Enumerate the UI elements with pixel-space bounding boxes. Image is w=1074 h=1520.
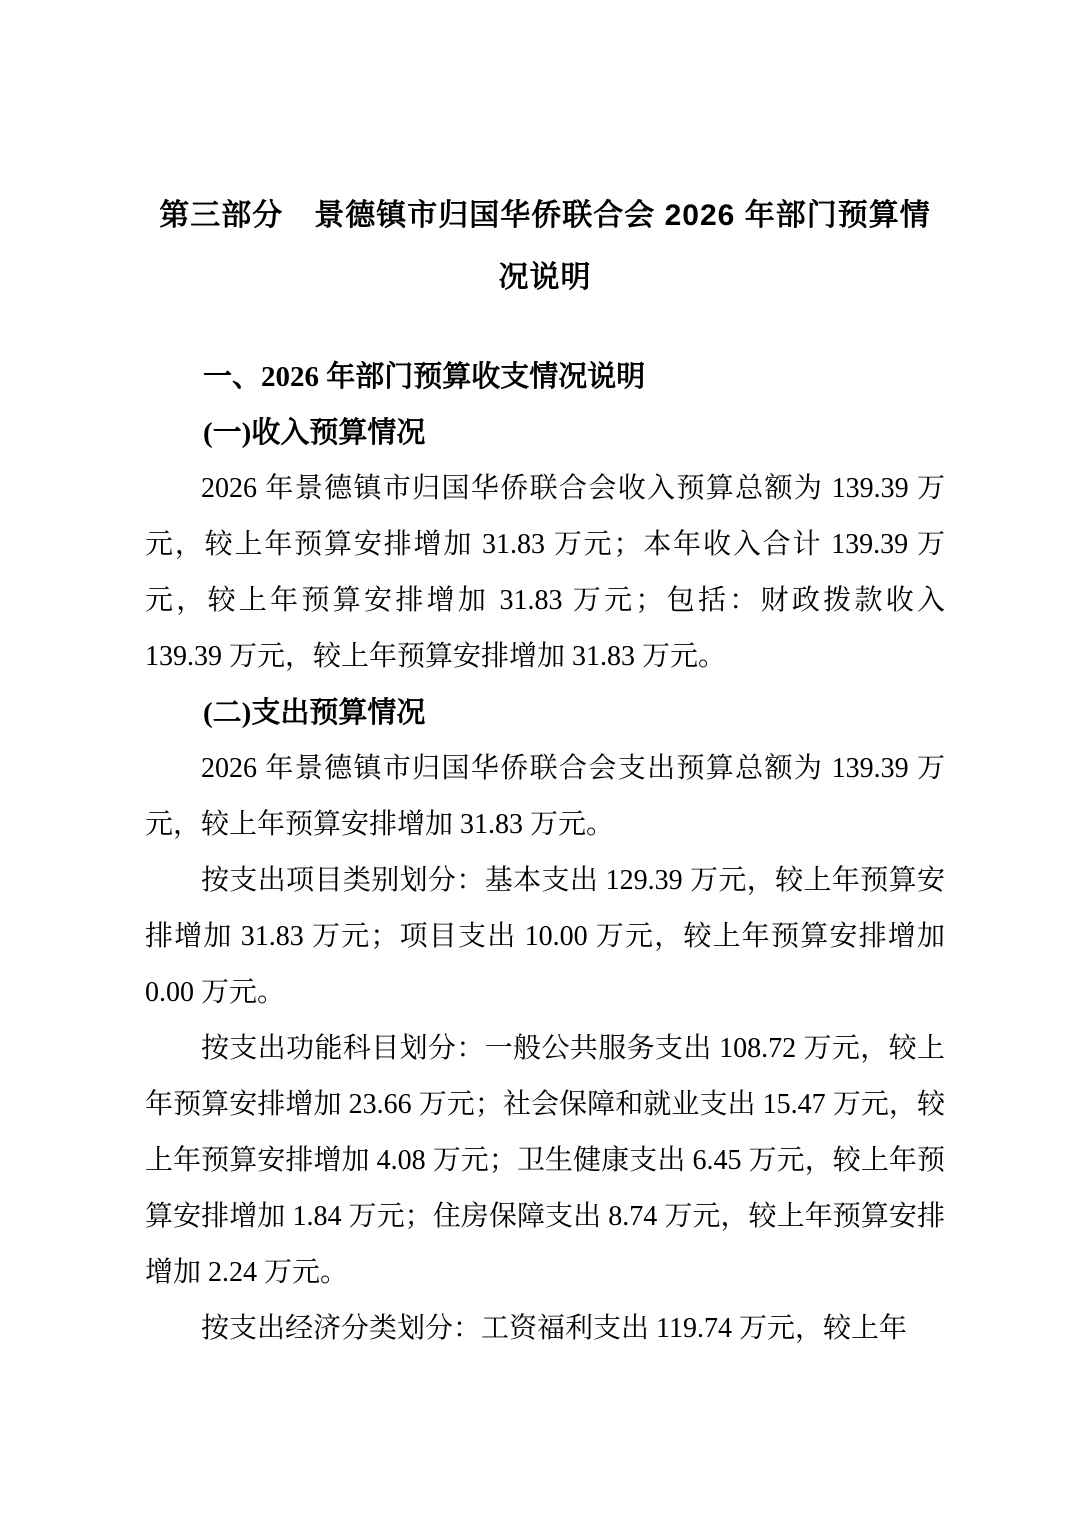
paragraph-income-summary: 2026 年景德镇市归国华侨联合会收入预算总额为 139.39 万元，较上年预算安排增加 31.83 万元；本年收入合计 139.39 万元，较上年预算安排增加 31.83 万元；包括：财政拨款收入 139.39 万元，较上年预算安排增加 31.83 万元。 [145, 473, 945, 672]
subsection-heading-income: (一)收入预算情况 [203, 417, 426, 449]
subsection-heading-expenditure: (二)支出预算情况 [203, 697, 426, 729]
paragraph-expenditure-by-project-type: 按支出项目类别划分：基本支出 129.39 万元，较上年预算安排增加 31.83 万元；项目支出 10.00 万元，较上年预算安排增加 0.00 万元。 [145, 865, 945, 1008]
document-title: 第三部分 景德镇市归国华侨联合会 2026 年部门预算情况说明 [159, 199, 931, 294]
paragraph-expenditure-by-economic-type: 按支出经济分类划分：工资福利支出 119.74 万元，较上年 [201, 1313, 907, 1344]
paragraph-expenditure-summary: 2026 年景德镇市归国华侨联合会支出预算总额为 139.39 万元，较上年预算安排增加 31.83 万元。 [145, 753, 945, 840]
section-heading-budget-overview: 一、2026 年部门预算收支情况说明 [203, 361, 646, 393]
paragraph-expenditure-by-function: 按支出功能科目划分：一般公共服务支出 108.72 万元，较上年预算安排增加 23.66 万元；社会保障和就业支出 15.47 万元，较上年预算安排增加 4.08 万元；卫生健康支出 6.45 万元，较上年预算安排增加 1.84 万元；住房保障支出 8.74 万元，较上年预算安排增加 2.24 万元。 [145, 1033, 945, 1288]
